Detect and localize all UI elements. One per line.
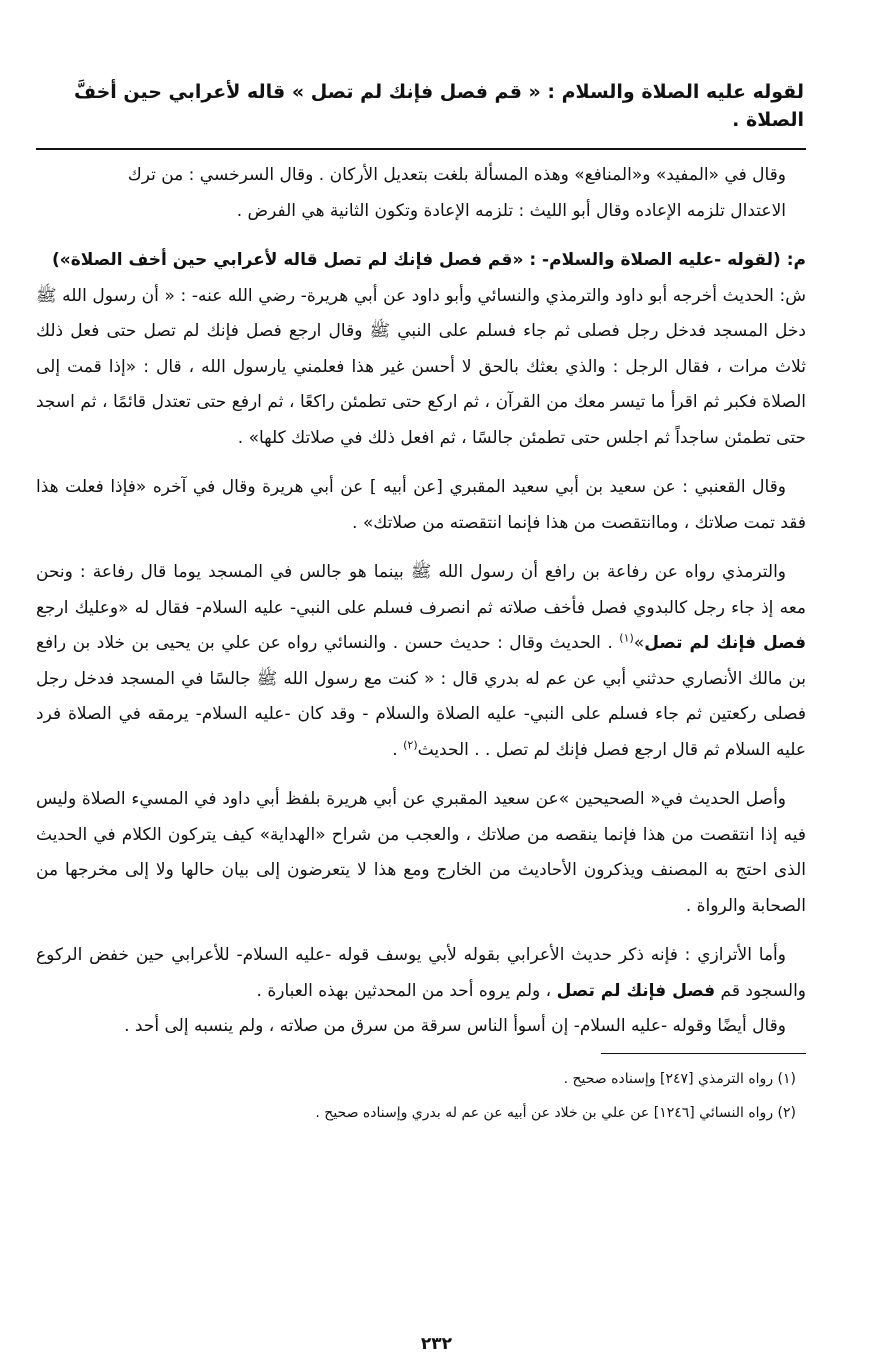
paragraph-atrazi-bold: فصل فإنك لم تصل — [556, 980, 716, 1001]
paragraph-sarakhsi — [36, 158, 806, 229]
paragraph-atrazi-part2: ، ولم يروه أحد من المحدثين بهذه العبارة . — [256, 980, 552, 1001]
footnote-divider — [601, 1053, 806, 1054]
footnote-1: (١) رواه الترمذي [٢٤٧] وإسناده صحيح . — [563, 1070, 796, 1087]
paragraph-tirmidhi-bold: فصل فإنك لم تصل — [644, 633, 807, 653]
paragraph-sarakhsi-line1: وقال في «المفيد» و«المنافع» وهذه المسألة بلغت بتعديل الأركان . وقال السرخسي : من ترك — [127, 165, 786, 185]
page-header-title: لقوله عليه الصلاة والسلام : « قم فصل فإنك لم تصل » قاله لأعرابي حين أخفَّ الصلاة . — [73, 81, 804, 131]
paragraph-atrazi — [36, 938, 806, 1045]
paragraph-atrazi-line3: وقال أيضًا وقوله -عليه السلام- إن أسوأ الناس سرقة من سرق من صلاته ، ولم ينسبه إلى أحد . — [124, 1016, 786, 1036]
paragraph-sahihain: وأصل الحديث في« الصحيحين »عن سعيد المقبري عن أبي هريرة بلفظ أبي داود في المسيء الصلاة وليس فيه إذا انتقصت من هذا فإنما ينقصه من صلاتك ، والعجب من شراح «الهداية» كيف يتركون الكلام في الحديث الذى احتج به المصنف ويذكرون الأحاديث من الخارج ومع هذا لا يتعرضون إلى بيان حالها ولا إلى مخرجها من الصحابة والرواة . — [36, 789, 806, 916]
footnote-ref-1[interactable]: (١) — [619, 631, 634, 645]
paragraph-tirmidhi-part2: . الحديث وقال : حديث حسن . والنسائي رواه عن علي بن يحيى بن خلاد بن رافع بن مالك الأنصاري حدثني أبي عن عم له بدري قال : « كنت مع رسول الله ﷺ جالسًا في المسجد فدخل رجل فصلى ركعتين ثم جاء فسلم على النبي- عليه الصلاة والسلام - وقد كان -عليه السلام- يرمقه في الصلاة فرد عليه السلام ثم قال ارجع فصل فإنك لم تصل . . الحديث — [36, 633, 806, 760]
paragraph-tirmidhi-close: » — [633, 633, 645, 653]
book-page — [36, 78, 806, 1130]
paragraph-tirmidhi — [36, 555, 806, 768]
header-divider — [36, 148, 806, 150]
paragraph-tirmidhi-part1: والترمذي رواه عن رفاعة بن رافع أن رسول الله ﷺ بينما هو جالس في المسجد يوما قال رفاعة : ونحن معه إذ جاء رجل كالبدوي فصل فأخف صلاته ثم انصرف فسلم على النبي- عليه السلام- فقال له «وعليك ارجع — [36, 562, 806, 618]
matn-quote: م: (لقوله -عليه الصلاة والسلام- : «قم فصل فإنك لم تصل قاله لأعرابي حين أخف الصلاة») — [51, 250, 806, 270]
page-number: ٢٣٢ — [420, 1334, 453, 1354]
footnote-2: (٢) رواه النسائي [١٢٤٦] عن علي بن خلاد عن أبيه عن عم له بدري وإسناده صحيح . — [315, 1104, 796, 1121]
paragraph-hadith-takhrij: ش: الحديث أخرجه أبو داود والترمذي والنسائي وأبو داود عن أبي هريرة- رضي الله عنه- : « أن رسول الله ﷺ دخل المسجد فدخل رجل فصلى ثم جاء فسلم على النبي ﷺ وقال ارجع فصل فإنك لم تصل حتى فعل ذلك ثلاث مرات ، فقال الرجل : والذي بعثك بالحق لا أحسن غير هذا فعلمني يارسول الله ، قال : «إذا قمت إلى الصلاة فكبر ثم اقرأ ما تيسر معك من القرآن ، ثم اركع حتى تطمئن راكعًا ، ثم ارفع حتى تعتدل قائمًا ، ثم اسجد حتى تطمئن ساجداً ثم اجلس حتى تطمئن جالسًا ، ثم افعل ذلك في صلاتك كلها» . — [36, 285, 806, 448]
paragraph-atrazi-part1: وأما الأترازي : فإنه ذكر حديث الأعرابي بقوله لأبي يوسف قوله -عليه السلام- للأعرابي حين خفض الركوع والسجود قم — [36, 945, 806, 1001]
paragraph-sarakhsi-line2: الاعتدال تلزمه الإعاده وقال أبو الليث : تلزمه الإعادة وتكون الثانية هي الفرض . — [236, 200, 786, 221]
footnote-ref-2[interactable]: (٢) — [403, 737, 418, 751]
footnotes — [36, 1062, 806, 1130]
paragraph-tirmidhi-end: . — [392, 739, 398, 760]
paragraph-qanabi: وقال القعنبي : عن سعيد بن أبي سعيد المقبري [عن أبيه ] عن أبي هريرة وقال في آخره «فإذا فعلت هذا فقد تمت صلاتك ، وماانتقصت من هذا فإنما انتقصته من صلاتك» . — [36, 477, 806, 533]
